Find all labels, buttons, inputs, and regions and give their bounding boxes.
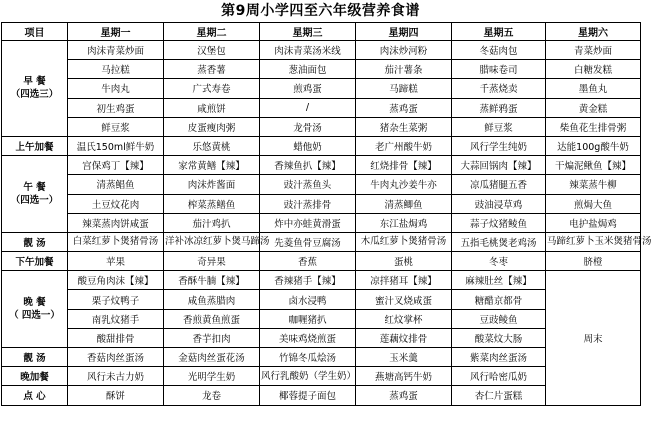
menu-cell: 酸豆角肉沫【辣】 xyxy=(68,271,164,290)
menu-cell: 光明学生奶 xyxy=(164,367,260,386)
menu-cell: 牛肉丸沙姜牛亦 xyxy=(356,175,452,194)
menu-cell: 葱油面包 xyxy=(260,60,356,79)
menu-cell: 家常黄鳝【辣】 xyxy=(164,156,260,175)
menu-cell: 美味鸡烧煎蛋 xyxy=(260,328,356,347)
menu-cell: 栗子炆鸭子 xyxy=(68,290,164,309)
menu-title: 第9周小学四至六年级营养食谱 xyxy=(221,3,420,19)
lunch-label: 午 餐 （四选一） xyxy=(2,156,68,233)
menu-cell: 黄金糕 xyxy=(546,98,641,117)
menu-cell: 达能100g酸牛奶 xyxy=(546,136,641,155)
menu-cell: 香煎黄鱼煎蛋 xyxy=(164,309,260,328)
menu-cell: 干煸泥鳅鱼【辣】 xyxy=(546,156,641,175)
menu-cell: 蒜子炆猪鲮鱼 xyxy=(452,213,546,232)
menu-cell: 燕塘高钙牛奶 xyxy=(356,367,452,386)
afternoon-snack-label: 下午加餐 xyxy=(2,252,68,271)
dinner-soup-row xyxy=(2,348,641,367)
dinner-row xyxy=(2,290,641,309)
lunch-row xyxy=(2,213,641,232)
menu-cell: 老广州酸牛奶 xyxy=(356,136,452,155)
menu-cell: 莲藕炆排骨 xyxy=(356,328,452,347)
menu-cell: 凉拌猪耳【辣】 xyxy=(356,271,452,290)
menu-cell: 先菱鱼骨豆腐汤 xyxy=(260,232,356,251)
menu-cell: 酸菜炆大肠 xyxy=(452,328,546,347)
header-day: 星期四 xyxy=(356,23,452,41)
menu-cell: 风行学生纯奶 xyxy=(452,136,546,155)
menu-cell: 洋补冰凉红萝卜煲马蹄汤 xyxy=(164,232,260,251)
header-item: 项目 xyxy=(2,23,68,41)
menu-cell: 香辣猪手【辣】 xyxy=(260,271,356,290)
menu-cell: 茄汁鸡扒 xyxy=(164,213,260,232)
menu-cell: 牛肉丸 xyxy=(68,79,164,98)
menu-cell: 白糖发糕 xyxy=(546,60,641,79)
lunch-soup-label: 靓 汤 xyxy=(2,232,68,251)
menu-cell: 凉瓜猪腿五香 xyxy=(452,175,546,194)
menu-cell: 马蹄红萝卜玉米煲猪骨汤 xyxy=(546,232,641,251)
menu-cell: 紫菜肉丝蛋汤 xyxy=(452,348,546,367)
menu-cell: 南乳炆猪手 xyxy=(68,309,164,328)
menu-cell: 乐悠黄桃 xyxy=(164,136,260,155)
dessert-row xyxy=(2,386,641,405)
menu-cell: 电护盐焗鸡 xyxy=(546,213,641,232)
header-day: 星期二 xyxy=(164,23,260,41)
header-day: 星期三 xyxy=(260,23,356,41)
menu-cell: 豉汁蒸排骨 xyxy=(260,194,356,213)
menu-cell: 香菇肉丝蛋汤 xyxy=(68,348,164,367)
menu-cell: 青菜炒面 xyxy=(546,41,641,60)
menu-cell: 广式寿卷 xyxy=(164,79,260,98)
evening-snack-row xyxy=(2,367,641,386)
menu-cell: 蒸鲜鸦蛋 xyxy=(452,98,546,117)
menu-cell: 金菇肉丝蛋花汤 xyxy=(164,348,260,367)
menu-cell: 冬枣 xyxy=(452,252,546,271)
menu-cell: 腊味卷司 xyxy=(452,60,546,79)
weekend-cell: 周末 xyxy=(546,271,641,405)
breakfast-row xyxy=(2,98,641,117)
menu-cell: 玉米羹 xyxy=(356,348,452,367)
header-row xyxy=(2,23,641,41)
menu-cell: 辣菜蒸肉饼咸蛋 xyxy=(68,213,164,232)
menu-cell: 风行乳酸奶（学生奶） xyxy=(260,367,356,386)
breakfast-row xyxy=(2,117,641,136)
menu-cell: 炸中亦蛙黄滑蛋 xyxy=(260,213,356,232)
header-day: 星期五 xyxy=(452,23,546,41)
menu-cell: 红烧排骨【辣】 xyxy=(356,156,452,175)
dinner-soup-label: 靓 汤 xyxy=(2,348,68,367)
menu-cell: 墨鱼丸 xyxy=(546,79,641,98)
menu-cell: 蒸香薯 xyxy=(164,60,260,79)
menu-cell: 豉油浸草鸡 xyxy=(452,194,546,213)
dinner-row xyxy=(2,328,641,347)
menu-cell: 煎鸡蛋 xyxy=(260,79,356,98)
menu-cell: 辣菜蒸牛柳 xyxy=(546,175,641,194)
menu-cell: 肉沫炸酱面 xyxy=(164,175,260,194)
menu-cell: 蒸鸡蛋 xyxy=(356,98,452,117)
menu-cell: 苹果 xyxy=(68,252,164,271)
menu-cell: 马蹄糕 xyxy=(356,79,452,98)
menu-cell: 汉堡包 xyxy=(164,41,260,60)
menu-cell: 大蒜回锅肉【辣】 xyxy=(452,156,546,175)
menu-cell: 糖醋京都骨 xyxy=(452,290,546,309)
dinner-row xyxy=(2,271,641,290)
menu-cell: 鲜豆浆 xyxy=(452,117,546,136)
menu-cell: 蜜汁叉烧咸蛋 xyxy=(356,290,452,309)
menu-cell: 冬菇肉包 xyxy=(452,41,546,60)
menu-cell: 红炆掌杯 xyxy=(356,309,452,328)
menu-cell: 风行未古力奶 xyxy=(68,367,164,386)
evening-snack-label: 晚加餐 xyxy=(2,367,68,386)
menu-cell: 五指毛桃煲老鸡汤 xyxy=(452,232,546,251)
menu-cell: 咸煎饼 xyxy=(164,98,260,117)
menu-cell: 肉沫青菜汤米线 xyxy=(260,41,356,60)
menu-cell: 香蕉 xyxy=(260,252,356,271)
menu-cell: 龙卷 xyxy=(164,386,260,405)
afternoon-snack-row xyxy=(2,252,641,271)
breakfast-row xyxy=(2,60,641,79)
breakfast-row xyxy=(2,41,641,60)
menu-cell: 煎焗大鱼 xyxy=(546,194,641,213)
menu-cell: 咖喱猪扒 xyxy=(260,309,356,328)
menu-cell: 麻辣肚丝【辣】 xyxy=(452,271,546,290)
breakfast-label: 早 餐 （四选三） xyxy=(2,41,68,137)
menu-cell: 杏仁片蛋糕 xyxy=(452,386,546,405)
menu-cell: 白菜红萝卜煲猪骨汤 xyxy=(68,232,164,251)
menu-cell: 清蒸鲳鱼 xyxy=(68,175,164,194)
menu-cell: 鲜豆浆 xyxy=(68,117,164,136)
menu-cell: 蒸鸡蛋 xyxy=(356,386,452,405)
dinner-label: 晚 餐 （ 四选一） xyxy=(2,271,68,348)
menu-cell: / xyxy=(260,98,356,117)
menu-cell: 蜡他奶 xyxy=(260,136,356,155)
morning-snack-label: 上午加餐 xyxy=(2,136,68,155)
menu-cell: 宫保鸡丁【辣】 xyxy=(68,156,164,175)
menu-cell: 椰蓉提子面包 xyxy=(260,386,356,405)
menu-cell: 豆豉鲮鱼 xyxy=(452,309,546,328)
menu-cell: 酥饼 xyxy=(68,386,164,405)
menu-cell: 木瓜红萝卜煲猪骨汤 xyxy=(356,232,452,251)
menu-cell: 豉汁蒸鱼头 xyxy=(260,175,356,194)
menu-cell: 榨菜蒸鳝鱼 xyxy=(164,194,260,213)
lunch-soup-row xyxy=(2,232,641,251)
dessert-label: 点 心 xyxy=(2,386,68,405)
menu-cell: 肉沫青菜炒面 xyxy=(68,41,164,60)
menu-cell: 奇异果 xyxy=(164,252,260,271)
menu-cell: 脐橙 xyxy=(546,252,641,271)
menu-cell: 卤水浸鸭 xyxy=(260,290,356,309)
lunch-row xyxy=(2,175,641,194)
morning-snack-row xyxy=(2,136,641,155)
menu-cell: 风行哈密瓜奶 xyxy=(452,367,546,386)
menu-cell: 猪杂生菜粥 xyxy=(356,117,452,136)
lunch-row xyxy=(2,156,641,175)
menu-cell: 龙骨汤 xyxy=(260,117,356,136)
menu-cell: 柴鱼花生排骨粥 xyxy=(546,117,641,136)
header-day: 星期一 xyxy=(68,23,164,41)
menu-cell: 初生鸡蛋 xyxy=(68,98,164,117)
menu-cell: 千蒸烧卖 xyxy=(452,79,546,98)
menu-cell: 茄汁薯条 xyxy=(356,60,452,79)
menu-cell: 马拉糕 xyxy=(68,60,164,79)
menu-cell: 酸甜排骨 xyxy=(68,328,164,347)
menu-cell: 香芋扣肉 xyxy=(164,328,260,347)
menu-cell: 温氏150ml鲜牛奶 xyxy=(68,136,164,155)
menu-cell: 香辣鱼扒【辣】 xyxy=(260,156,356,175)
menu-cell: 清蒸鲫鱼 xyxy=(356,194,452,213)
dinner-row xyxy=(2,309,641,328)
menu-table xyxy=(1,22,652,406)
menu-cell: 香酥牛腩【辣】 xyxy=(164,271,260,290)
menu-cell: 土豆炆花肉 xyxy=(68,194,164,213)
menu-cell: 蛋桃 xyxy=(356,252,452,271)
menu-cell: 皮蛋瘦肉粥 xyxy=(164,117,260,136)
menu-cell: 竹锦冬瓜烩汤 xyxy=(260,348,356,367)
menu-cell: 咸鱼蒸腊肉 xyxy=(164,290,260,309)
lunch-row xyxy=(2,194,641,213)
header-day: 星期六 xyxy=(546,23,641,41)
breakfast-row xyxy=(2,79,641,98)
menu-cell: 东江盐焗鸡 xyxy=(356,213,452,232)
menu-cell: 肉沫炒河粉 xyxy=(356,41,452,60)
